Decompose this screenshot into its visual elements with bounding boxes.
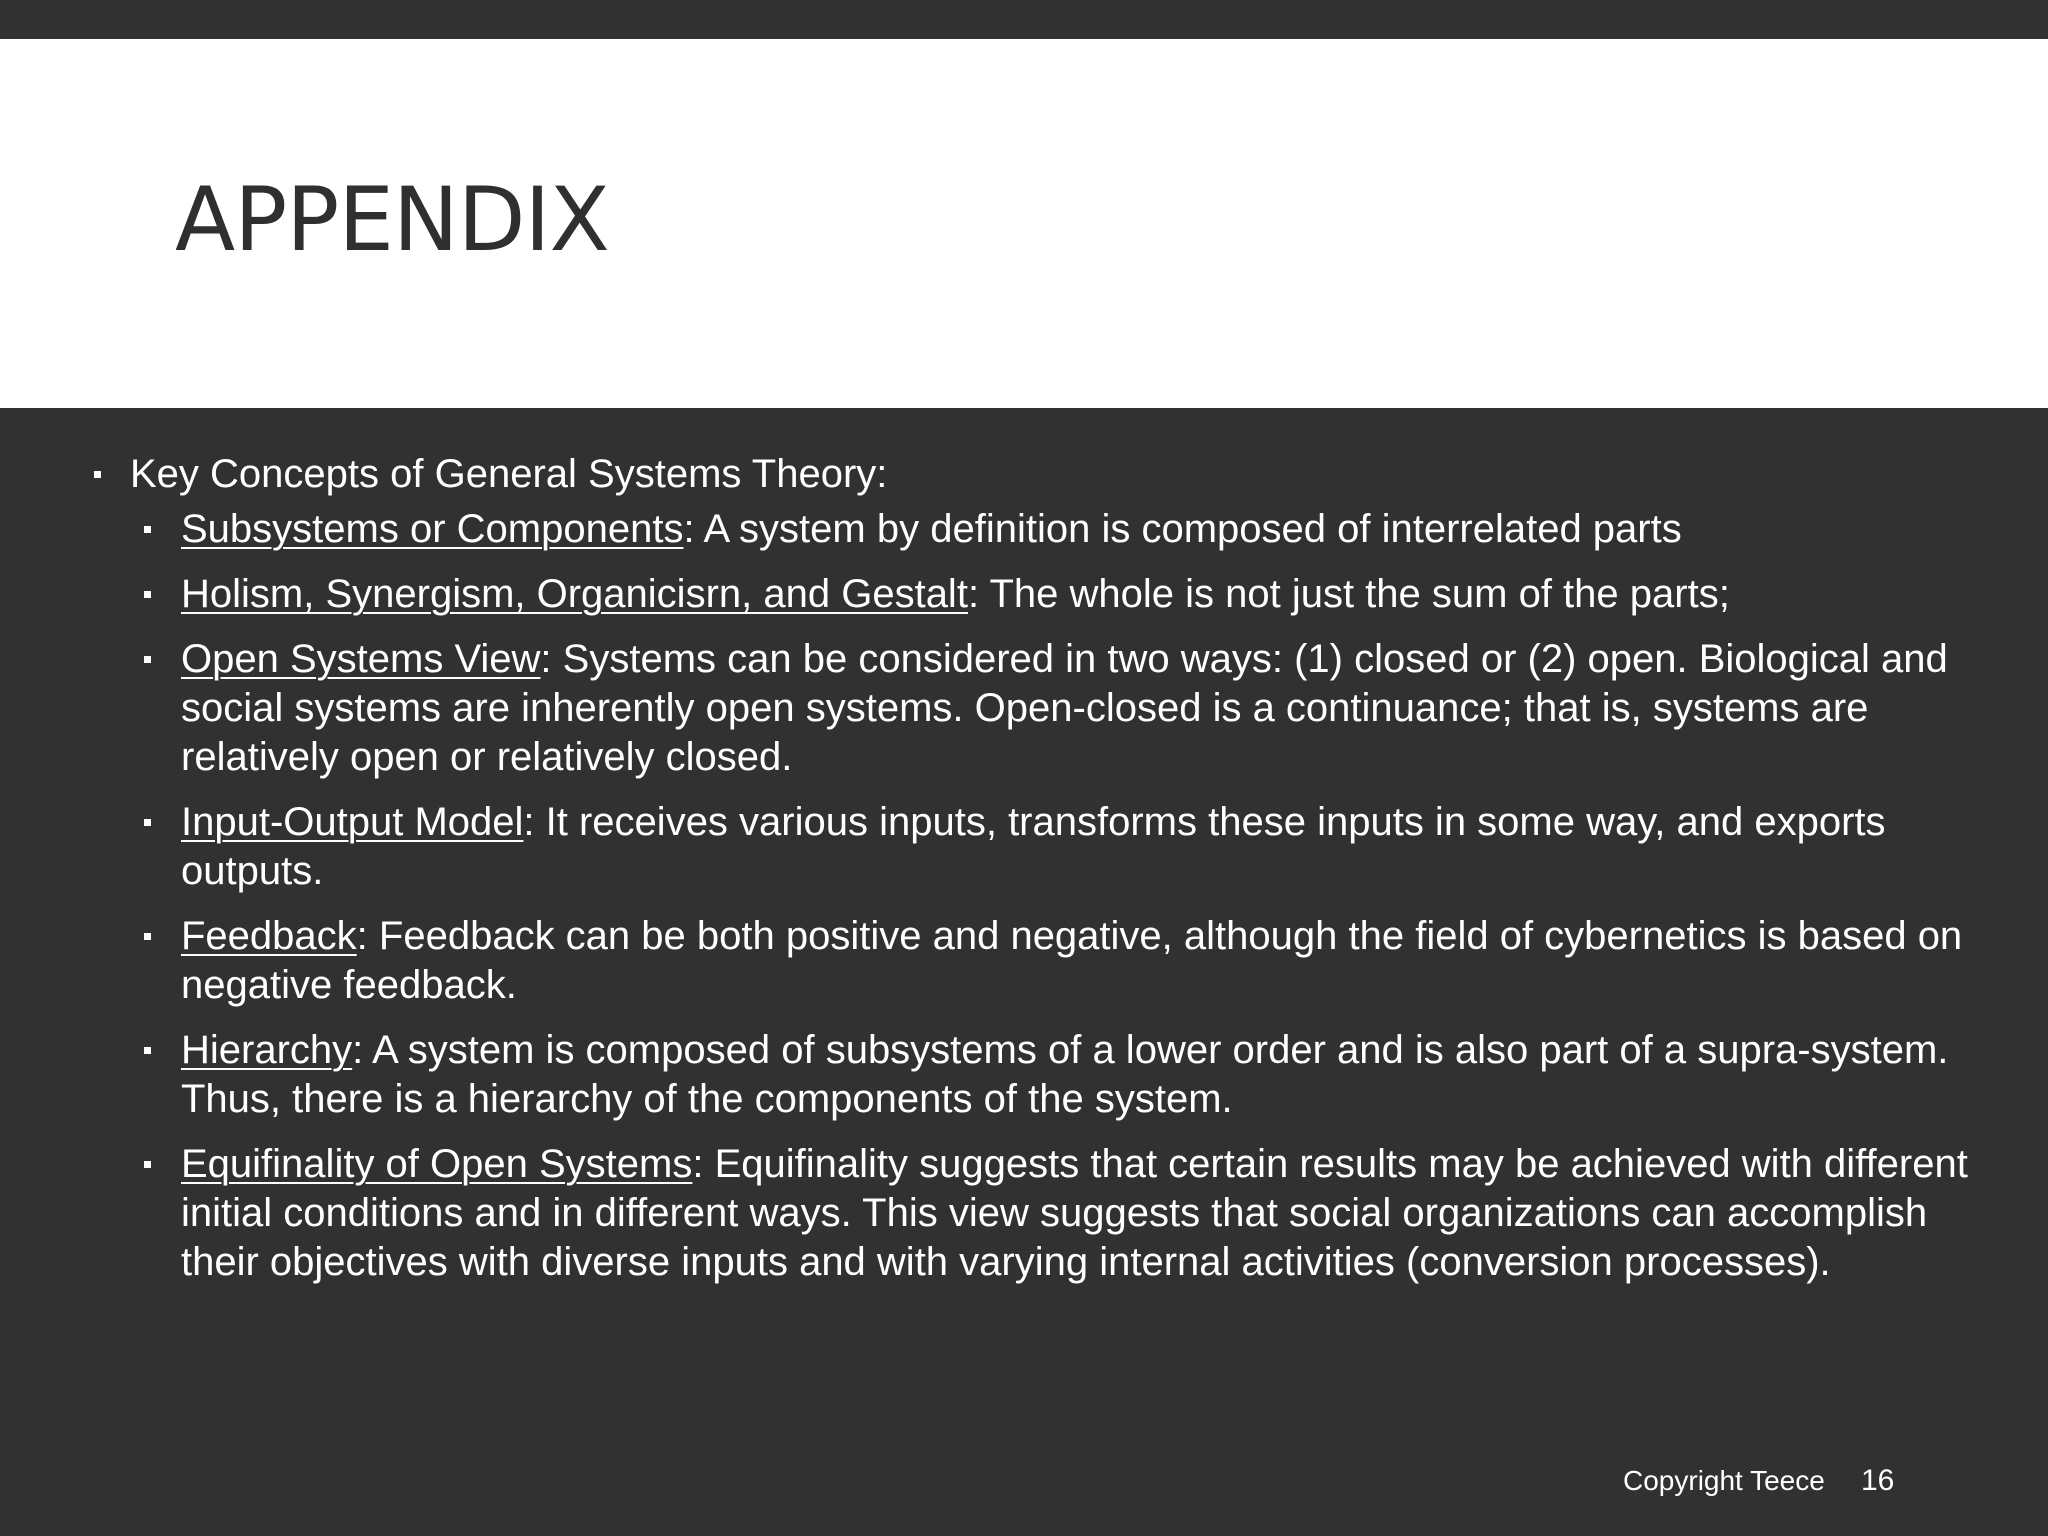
- main-bullet: [90, 450, 1890, 499]
- list-item: [181, 505, 1971, 554]
- list-item: [181, 635, 1971, 782]
- concept-text: : A system is composed of subsystems of a lower order and is also part of a supra-system. Thus, there is a hierarchy of the components of the system.: [181, 1028, 1949, 1121]
- concept-term: Equifinality of Open Systems: [181, 1142, 693, 1186]
- list-item: [181, 570, 1971, 619]
- square-bullet-icon: [144, 933, 151, 940]
- square-bullet-icon: [144, 526, 151, 533]
- square-bullet-icon: [144, 1047, 151, 1054]
- concept-text: : It receives various inputs, transforms these inputs in some way, and exports outputs.: [181, 800, 1886, 893]
- concept-text: : Equifinality suggests that certain results may be achieved with different initial conditions and in different ways. This view suggests that social organizations can accomplish their objectives with diverse inputs and with varying internal activities (conversion processes).: [181, 1142, 1968, 1284]
- square-bullet-icon: [144, 1161, 151, 1168]
- concept-text: : A system by definition is composed of interrelated parts: [683, 507, 1682, 551]
- list-item: [181, 798, 1971, 896]
- square-bullet-icon: [94, 471, 101, 478]
- concept-list: [90, 505, 1968, 1287]
- page-number: 16: [1861, 1464, 1895, 1497]
- list-item: [181, 1026, 1971, 1124]
- concept-term: Holism, Synergism, Organicisrn, and Gestalt: [181, 572, 968, 616]
- slide-content: [90, 450, 1968, 1303]
- concept-term: Open Systems View: [181, 637, 541, 681]
- square-bullet-icon: [144, 591, 151, 598]
- list-item: [181, 1140, 1971, 1287]
- concept-text: : The whole is not just the sum of the parts;: [967, 572, 1730, 616]
- concept-term: Hierarchy: [181, 1028, 353, 1072]
- square-bullet-icon: [144, 819, 151, 826]
- square-bullet-icon: [144, 656, 151, 663]
- concept-term: Input-Output Model: [181, 800, 524, 844]
- main-bullet-text: Key Concepts of General Systems Theory:: [130, 452, 888, 496]
- list-item: [181, 912, 1971, 1010]
- footer-copyright: Copyright Teece: [1623, 1465, 1825, 1496]
- slide-title: APPENDIX: [175, 168, 609, 271]
- concept-text: : Systems can be considered in two ways: (1) closed or (2) open. Biological and social systems are inherently open systems. Open-closed is a continuance; that is, systems are relatively open or relatively closed.: [181, 637, 1948, 779]
- concept-term: Feedback: [181, 914, 357, 958]
- concept-term: Subsystems or Components: [181, 507, 684, 551]
- concept-text: : Feedback can be both positive and negative, although the field of cybernetics is based on negative feedback.: [181, 914, 1963, 1007]
- top-bar: [0, 0, 2048, 39]
